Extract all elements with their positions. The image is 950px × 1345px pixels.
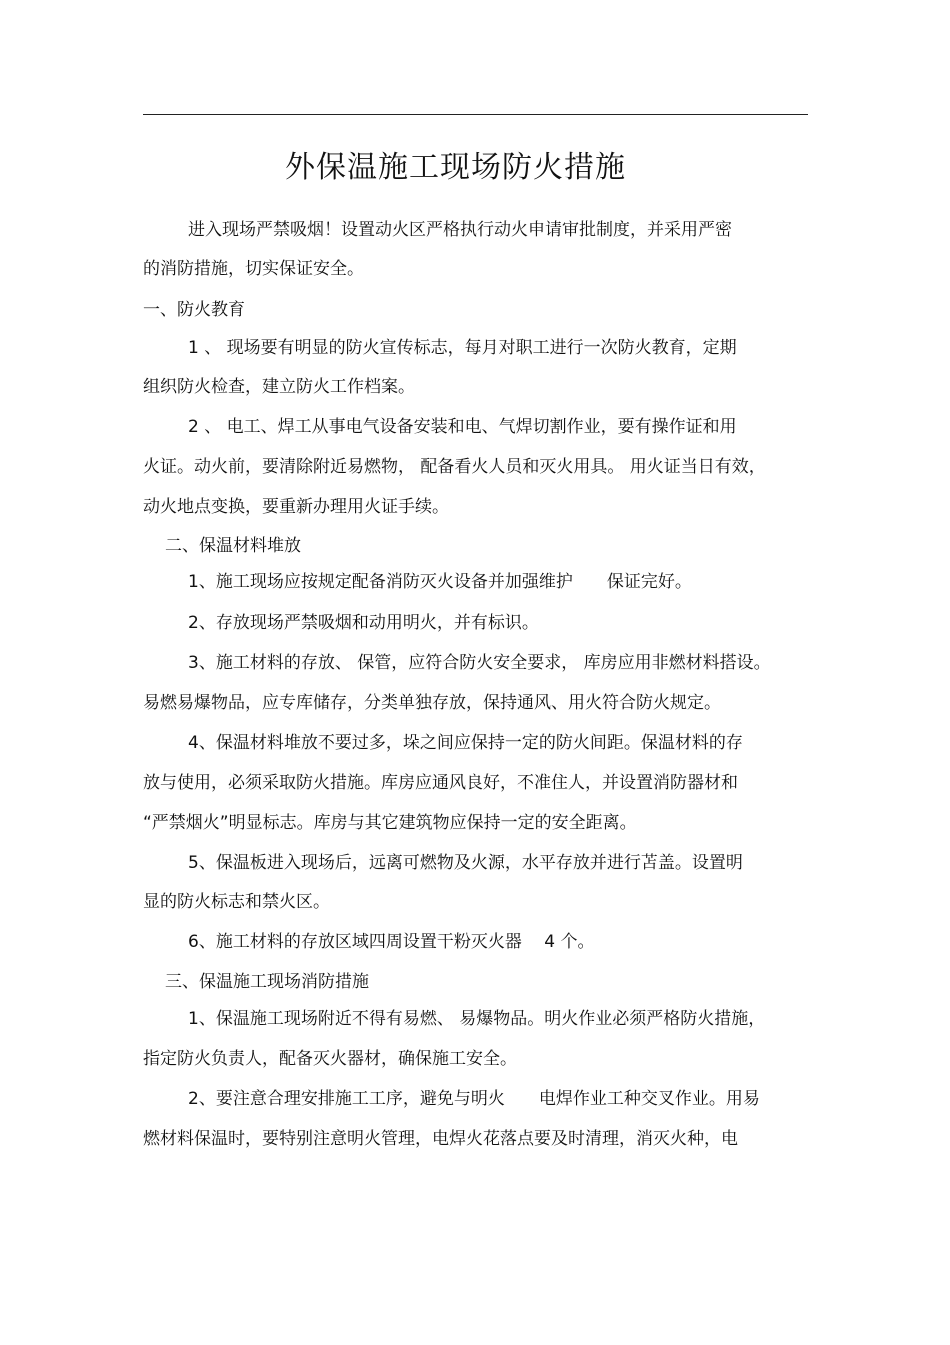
text-line: 指定防火负责人，配备灭火器材，确保施工安全。	[143, 1049, 517, 1069]
text-line: 3、施工材料的存放、 保管，应符合防火安全要求， 库房应用非燃材料搭设。	[188, 653, 771, 673]
text-line: 放与使用，必须采取防火措施。库房应通风良好，不准住人，并设置消防器材和	[143, 773, 738, 793]
text-line: 易燃易爆物品，应专库储存，分类单独存放，保持通风、用火符合防火规定。	[143, 693, 721, 713]
section-heading: 二、保温材料堆放	[165, 536, 301, 556]
text-line: 燃材料保温时，要特别注意明火管理，电焊火花落点要及时清理，消灭火种，电	[143, 1129, 738, 1149]
text-line: 4、保温材料堆放不要过多，垛之间应保持一定的防火间距。保温材料的存	[188, 733, 743, 753]
section-heading: 一、防火教育	[143, 300, 245, 320]
text-line: 动火地点变换，要重新办理用火证手续。	[143, 497, 449, 517]
text-line: 火证。动火前，要清除附近易燃物， 配备看火人员和灭火用具。 用火证当日有效，	[143, 457, 766, 477]
text-line: 6、施工材料的存放区域四周设置干粉灭火器 4 个。	[188, 932, 595, 952]
text-line: 显的防火标志和禁火区。	[143, 892, 330, 912]
text-line: 进入现场严禁吸烟！设置动火区严格执行动火申请审批制度，并采用严密	[188, 220, 732, 240]
text-line: 5、保温板进入现场后，远离可燃物及火源，水平存放并进行苫盖。设置明	[188, 853, 743, 873]
text-line: 的消防措施，切实保证安全。	[143, 259, 364, 279]
document-title: 外保温施工现场防火措施	[285, 150, 626, 185]
text-line: 1、保温施工现场附近不得有易燃、 易爆物品。明火作业必须严格防火措施，	[188, 1009, 766, 1029]
text-line: 2 、 电工、焊工从事电气设备安装和电、气焊切割作业，要有操作证和用	[188, 417, 737, 437]
header-rule	[143, 114, 808, 115]
text-line: 2、存放现场严禁吸烟和动用明火，并有标识。	[188, 613, 539, 633]
text-line: 2、要注意合理安排施工工序，避免与明火 电焊作业工种交叉作业。用易	[188, 1089, 760, 1109]
text-line: 组织防火检查，建立防火工作档案。	[143, 377, 415, 397]
section-heading: 三、保温施工现场消防措施	[165, 972, 369, 992]
text-line: 1、施工现场应按规定配备消防灭火设备并加强维护 保证完好。	[188, 572, 692, 592]
text-line: 1 、 现场要有明显的防火宣传标志，每月对职工进行一次防火教育，定期	[188, 338, 737, 358]
text-line: “严禁烟火”明显标志。库房与其它建筑物应保持一定的安全距离。	[143, 813, 637, 833]
